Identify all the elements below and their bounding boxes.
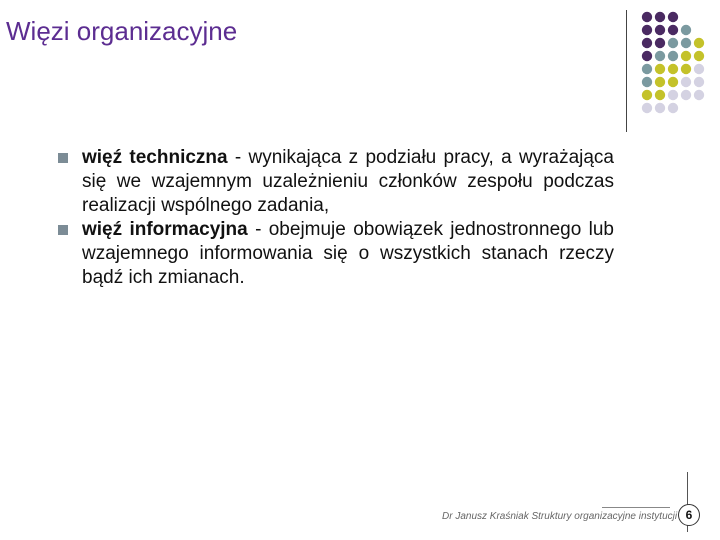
square-bullet-icon	[58, 153, 68, 163]
decorative-dot	[655, 38, 665, 48]
bullet-text	[82, 218, 614, 290]
bullet-description: - obejmuje obowiązek jednostronnego lub wzajemnego informowania się o wszystkich stanach rzeczy bądź ich zmianach.	[82, 219, 614, 288]
bullet-description: - wynikająca z podziału pracy, a wyrażająca się we wzajemnym uzależnieniu członków zespołu podczas realizacji wspólnego zadania,	[82, 147, 614, 216]
decorative-dot	[655, 103, 665, 113]
bullet-term: więź techniczna	[82, 147, 228, 168]
decorative-dot	[655, 90, 665, 100]
decorative-dot	[668, 90, 678, 100]
decorative-dot-grid	[0, 0, 720, 140]
decorative-dot	[655, 77, 665, 87]
decorative-dot	[694, 90, 704, 100]
decorative-dot	[642, 25, 652, 35]
page-number: 6	[678, 504, 700, 526]
decorative-dot	[655, 12, 665, 22]
decorative-dot	[655, 64, 665, 74]
decorative-dot	[642, 90, 652, 100]
decorative-dot	[681, 64, 691, 74]
decorative-dot	[668, 64, 678, 74]
decorative-dot	[681, 51, 691, 61]
bullet-list	[58, 146, 614, 290]
decorative-dot	[642, 77, 652, 87]
slide-title: Więzi organizacyjne	[6, 16, 238, 46]
decorative-dot	[668, 12, 678, 22]
decorative-dot	[694, 51, 704, 61]
decorative-dot	[668, 38, 678, 48]
decorative-dot	[668, 103, 678, 113]
decorative-dot	[655, 51, 665, 61]
decorative-dot	[694, 38, 704, 48]
decorative-dot	[642, 64, 652, 74]
decorative-dot	[681, 77, 691, 87]
decorative-dot	[668, 25, 678, 35]
decorative-dot	[681, 38, 691, 48]
decorative-vertical-line	[626, 10, 627, 132]
footer-divider	[602, 507, 670, 508]
bullet-term: więź informacyjna	[82, 219, 248, 240]
bullet-item-informational	[58, 218, 614, 290]
decorative-dot	[694, 64, 704, 74]
decorative-dot	[668, 51, 678, 61]
decorative-dot	[642, 51, 652, 61]
bullet-text	[82, 146, 614, 218]
decorative-dot	[681, 25, 691, 35]
decorative-dot	[642, 12, 652, 22]
square-bullet-icon	[58, 225, 68, 235]
decorative-dot	[642, 103, 652, 113]
decorative-dot	[681, 90, 691, 100]
footer-text: Dr Janusz Kraśniak Struktury organizacyjne instytucji	[442, 511, 678, 522]
decorative-dot	[655, 25, 665, 35]
bullet-item-technical	[58, 146, 614, 218]
decorative-dot	[642, 38, 652, 48]
decorative-dot	[694, 77, 704, 87]
decorative-dot	[668, 77, 678, 87]
